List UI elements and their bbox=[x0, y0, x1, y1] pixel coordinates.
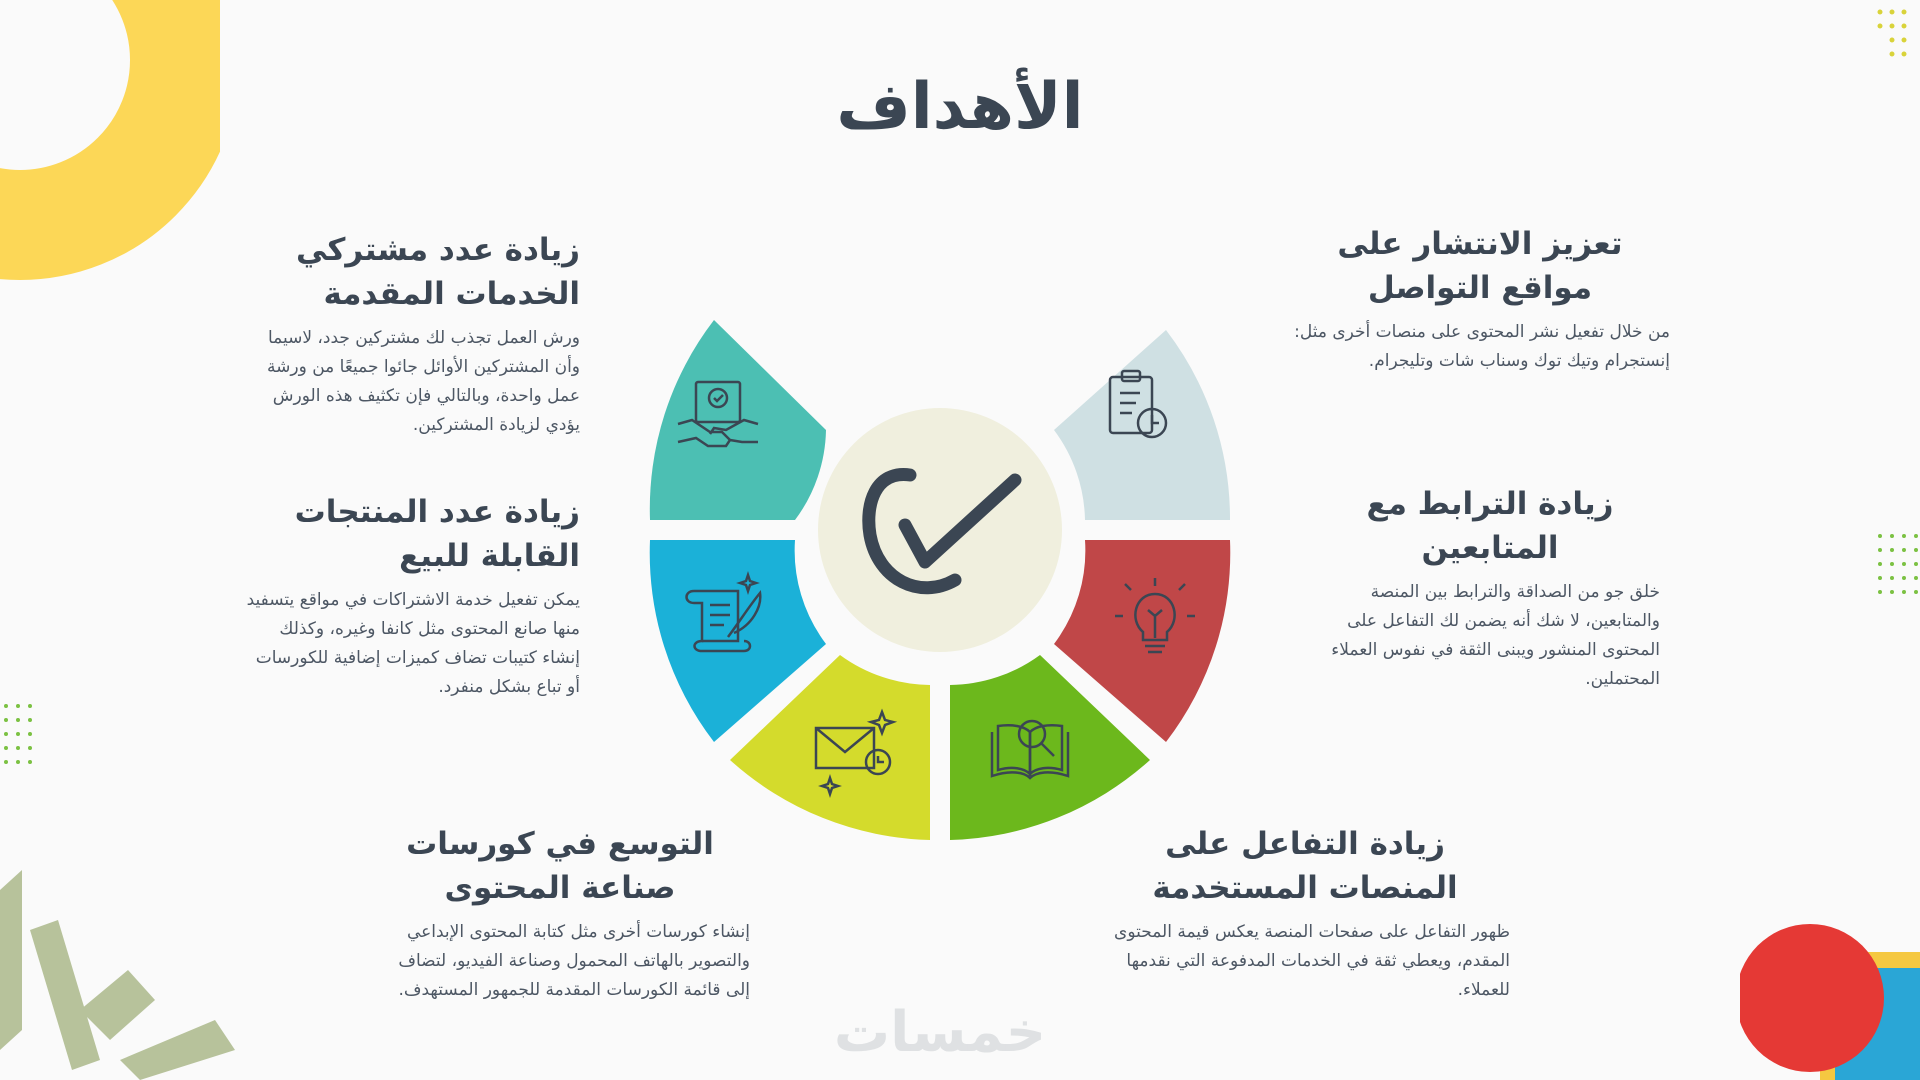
goal-title: التوسع في كورسات صناعة المحتوى bbox=[406, 826, 714, 906]
goal-description: ظهور التفاعل على صفحات المنصة يعكس قيمة المحتوى المقدم، ويعطي ثقة في الخدمات المدفوعة التي نقدمها للعملاء. bbox=[1114, 922, 1510, 1000]
center-circle bbox=[818, 408, 1062, 652]
goal-description: ورش العمل تجذب لك مشتركين جدد، لاسيما وأن المشتركين الأوائل جائوا جميعًا من ورشة عمل واحدة، وبالتالي فإن تكثيف هذه الورش يؤدي لزيادة المشتركين. bbox=[267, 328, 580, 435]
goal-courses-expansion bbox=[370, 822, 750, 1005]
goal-social-reach bbox=[1290, 222, 1670, 376]
goal-description: خلق جو من الصداقة والترابط بين المنصة والمتابعين، لا شك أنه يضمن لك التفاعل على المحتوى المنشور ويبنى الثقة في نفوس العملاء المحتملين. bbox=[1331, 582, 1660, 689]
goal-title: زيادة عدد المنتجات القابلة للبيع bbox=[294, 494, 580, 574]
page-title: الأهداف bbox=[836, 70, 1084, 144]
goal-title: تعزيز الانتشار على مواقع التواصل bbox=[1337, 226, 1623, 306]
segment-top-right bbox=[1054, 330, 1230, 520]
dot-grid-left bbox=[0, 700, 44, 770]
goal-title: زيادة عدد مشتركي الخدمات المقدمة bbox=[296, 232, 580, 312]
goal-products bbox=[240, 490, 580, 702]
goal-followers-bond bbox=[1320, 482, 1660, 694]
olive-rays-decoration bbox=[0, 860, 240, 1080]
goals-wheel bbox=[620, 300, 1260, 860]
goal-description: من خلال تفعيل نشر المحتوى على منصات أخرى مثل: إنستجرام وتيك توك وسناب شات وتليجرام. bbox=[1294, 322, 1670, 371]
goal-subscribers bbox=[190, 228, 580, 440]
dot-grid-top-right bbox=[1870, 0, 1920, 70]
goal-engagement bbox=[1100, 822, 1510, 1005]
segment-top-left bbox=[650, 320, 826, 520]
watermark-logo: خمسات bbox=[833, 1000, 1047, 1065]
goal-description: يمكن تفعيل خدمة الاشتراكات في مواقع يتسفيد منها صانع المحتوى مثل كانفا وغيره، وكذلك إنشاء كتيبات تضاف كميزات إضافية للكورسات أو تباع بشكل منفرد. bbox=[246, 590, 580, 697]
goal-title: زيادة التفاعل على المنصات المستخدمة bbox=[1152, 826, 1458, 906]
goal-title: زيادة الترابط مع المتابعين bbox=[1366, 486, 1614, 566]
goal-description: إنشاء كورسات أخرى مثل كتابة المحتوى الإبداعي والتصوير بالهاتف المحمول وصناعة الفيديو، لتضاف إلى قائمة الكورسات المقدمة للجمهور المستهدف. bbox=[398, 922, 750, 1000]
dot-grid-right bbox=[1872, 530, 1920, 600]
red-circle-decoration bbox=[1740, 920, 1920, 1080]
